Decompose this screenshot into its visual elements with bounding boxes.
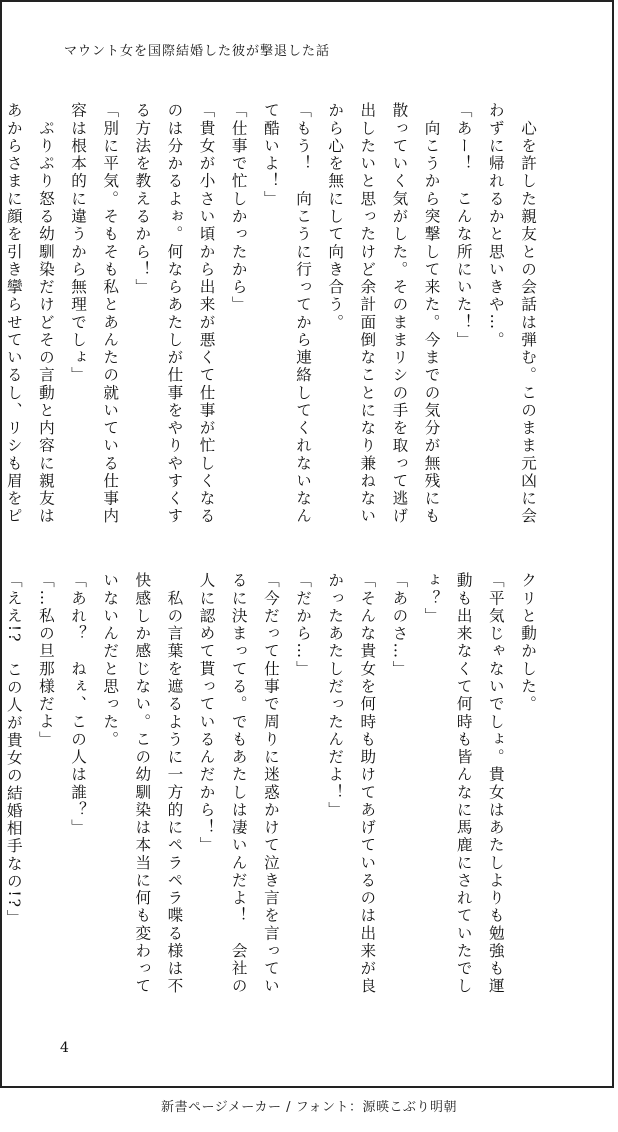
text-line: 動も出来なくて何時も皆んなに馬鹿にされていたでし — [454, 572, 473, 996]
text-line: かったあたしだったんだよ！」 — [326, 572, 345, 819]
text-line: 快感しか感じない。この幼馴染は本当に何も変わって — [133, 572, 152, 996]
body-text-bottom-block — [4, 572, 544, 996]
footer-credit: 新書ページメーカー / フォント：源暎こぶり明朝 — [160, 1100, 458, 1115]
text-line: 「あれ？ ねぇ、この人は誰？」 — [69, 572, 88, 837]
body-text-top-block — [4, 102, 544, 526]
text-line: 容は根本的に違うから無理でしょ」 — [69, 102, 88, 385]
text-line: から心を無にして向き合う。 — [326, 102, 345, 332]
text-line: ぷりぷり怒る幼馴染だけどその言動と内容に親友は — [36, 102, 55, 526]
text-line: 「別に平気。そもそも私とあんたの就いている仕事内 — [101, 102, 120, 526]
text-line: 「平気じゃないでしょ。貴女はあたしよりも勉強も運 — [486, 572, 505, 996]
text-line: 散っていく気がした。そのままリシの手を取って逃げ — [390, 102, 409, 526]
text-line: いないんだと思った。 — [101, 572, 120, 749]
text-line: 「あのさ…」 — [390, 572, 409, 678]
text-line: る方法を教えるから！」 — [133, 102, 152, 296]
running-header-title: マウント女を国際結婚した彼が撃退した話 — [64, 44, 331, 59]
text-line: クリと動かした。 — [519, 572, 537, 714]
text-line: 「貴女が小さい頃から出来が悪くて仕事が忙しくなる — [197, 102, 216, 526]
text-line: 人に認めて貰っているんだから！」 — [197, 572, 216, 855]
text-line: のは分かるよぉ。何ならあたしが仕事をやりやすくす — [165, 102, 184, 526]
text-line: 「…私の旦那様だよ」 — [36, 572, 55, 749]
text-line: あからさまに顔を引き攣らせているし、リシも眉をピ — [4, 102, 23, 526]
text-line: 私の言葉を遮るように一方的にペラペラ喋る様は不 — [165, 572, 184, 996]
page-number: 4 — [60, 1040, 69, 1056]
text-line: 向こうから突撃して来た。今までの気分が無残にも — [422, 102, 441, 526]
text-line: ょ？」 — [422, 572, 441, 625]
text-line: 「今だって仕事で周りに迷惑かけて泣き言を言ってい — [261, 572, 280, 996]
text-line: 「仕事で忙しかったから」 — [229, 102, 248, 314]
text-line: るに決まってる。でもあたしは凄いんだよ！ 会社の — [229, 572, 248, 996]
text-line: て酷いよ！」 — [261, 102, 280, 208]
text-line: 「ええ!? この人が貴女の結婚相手なの!?」 — [4, 572, 23, 927]
text-line: 「あー！ こんな所にいた！」 — [454, 102, 473, 349]
text-line: 「もう！ 向こうに行ってから連絡してくれないなん — [294, 102, 313, 526]
text-line: 出したいと思ったけど余計面倒なことになり兼ねない — [358, 102, 377, 526]
text-line: 「だから…」 — [294, 572, 313, 678]
text-line: 「そんな貴女を何時も助けてあげているのは出来が良 — [358, 572, 377, 996]
text-line: わずに帰れるかと思いきや…。 — [486, 102, 505, 349]
text-line: 心を許した親友との会話は弾む。このまま元凶に会 — [519, 102, 537, 526]
